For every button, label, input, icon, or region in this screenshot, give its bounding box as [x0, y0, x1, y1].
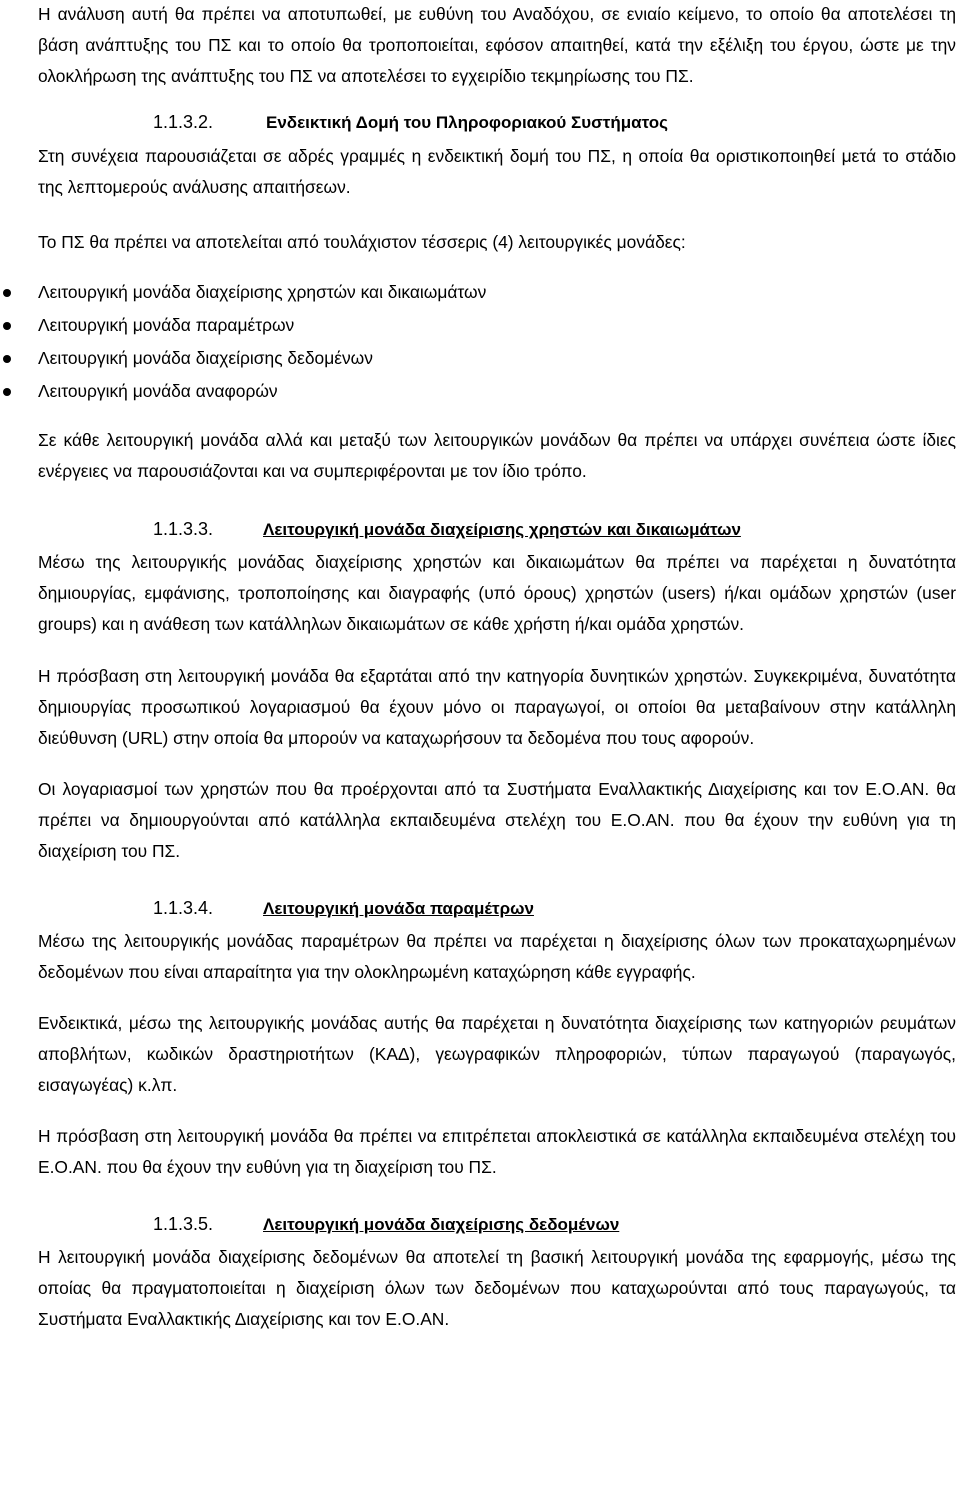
- bullet-icon: [3, 289, 11, 297]
- section-title: Λειτουργική μονάδα παραμέτρων: [263, 899, 534, 918]
- section-heading-1-1-3-4: [0, 893, 960, 924]
- paragraph: Η πρόσβαση στη λειτουργική μονάδα θα πρέπει να επιτρέπεται αποκλειστικά σε κατάλληλα εκπαιδευμένα στελέχη του Ε.Ο.ΑΝ. που θα έχουν την ευθύνη για τη διαχείριση του ΠΣ.: [38, 1126, 956, 1177]
- paragraph: Το ΠΣ θα πρέπει να αποτελείται από τουλάχιστον τέσσερις (4) λειτουργικές μονάδες:: [38, 232, 686, 252]
- paragraph: Μέσω της λειτουργικής μονάδας παραμέτρων θα πρέπει να παρέχεται η διαχείρισης όλων των προκαταχωρημένων δεδομένων που είναι απαραίτητα για την ολοκληρωμένη καταχώρηση κάθε εγγραφής.: [38, 931, 956, 982]
- intro-paragraph: Η ανάλυση αυτή θα πρέπει να αποτυπωθεί, με ευθύνη του Αναδόχου, σε ενιαίο κείμενο, το οποίο θα αποτελέσει τη βάση ανάπτυξης του ΠΣ και το οποίο θα τροποποιείται, εφόσον απαιτηθεί, κατά την εξέλιξη του έργου, ώστε με την ολοκλήρωση της ανάπτυξης του ΠΣ να αποτελέσει το εγχειρίδιο τεκμηρίωσης του ΠΣ.: [38, 4, 956, 86]
- paragraph: Η λειτουργική μονάδα διαχείρισης δεδομένων θα αποτελεί τη βασική λειτουργική μονάδα της εφαρμογής, μέσω της οποίας θα πραγματοποιείται η διαχείριση όλων των δεδομένων που καταχωρούνται από τους παραγωγούς, τα Συστήματα Εναλλακτικής Διαχείρισης και τον Ε.Ο.ΑΝ.: [38, 1247, 956, 1329]
- section-number: 1.1.3.3.: [153, 519, 214, 539]
- bullet-icon: [3, 322, 11, 330]
- list-item: Λειτουργική μονάδα διαχείρισης χρηστών και δικαιωμάτων: [0, 276, 960, 309]
- paragraph: Σε κάθε λειτουργική μονάδα αλλά και μεταξύ των λειτουργικών μονάδων θα πρέπει να υπάρχει συνέπεια ώστε ίδιες ενέργειες να παρουσιάζονται και να συμπεριφέρονται με τον ίδιο τρόπο.: [38, 430, 956, 481]
- bullet-icon: [3, 355, 11, 363]
- section-heading-1-1-3-3: [0, 514, 960, 545]
- list-item: Λειτουργική μονάδα αναφορών: [0, 375, 960, 408]
- section-number: 1.1.3.4.: [153, 898, 214, 918]
- section-heading-1-1-3-5: [0, 1209, 960, 1240]
- section-title: Λειτουργική μονάδα διαχείρισης χρηστών και δικαιωμάτων: [263, 520, 741, 539]
- section-title: Ενδεικτική Δομή του Πληροφοριακού Συστήματος: [266, 113, 668, 132]
- paragraph: Οι λογαριασμοί των χρηστών που θα προέρχονται από τα Συστήματα Εναλλακτικής Διαχείρισης και τον Ε.Ο.ΑΝ. θα πρέπει να δημιουργούνται από κατάλληλα εκπαιδευμένα στελέχη του Ε.Ο.ΑΝ. που θα έχουν την ευθύνη για τη διαχείριση του ΠΣ.: [38, 779, 956, 861]
- list-item: Λειτουργική μονάδα παραμέτρων: [0, 309, 960, 342]
- paragraph: Η πρόσβαση στη λειτουργική μονάδα θα εξαρτάται από την κατηγορία δυνητικών χρηστών. Συγκεκριμένα, δυνατότητα δημιουργίας προσωπικού λογαριασμού θα έχουν μόνο οι παραγωγοί, οι οποίοι θα μεταβαίνουν στην κατάλληλη διεύθυνση (URL) στην οποία θα μπορούν να καταχωρήσουν τα δεδομένα που τους αφορούν.: [38, 666, 956, 748]
- list-item: Λειτουργική μονάδα διαχείρισης δεδομένων: [0, 342, 960, 375]
- section-heading-1-1-3-2: [0, 107, 960, 138]
- module-list: [0, 276, 960, 408]
- paragraph: Στη συνέχεια παρουσιάζεται σε αδρές γραμμές η ενδεικτική δομή του ΠΣ, η οποία θα οριστικοποιηθεί μετά το στάδιο της λεπτομερούς ανάλυσης απαιτήσεων.: [38, 146, 956, 197]
- paragraph: Ενδεικτικά, μέσω της λειτουργικής μονάδας αυτής θα παρέχεται η δυνατότητα διαχείρισης των κατηγοριών ρευμάτων αποβλήτων, κωδικών δραστηριοτήτων (ΚΑΔ), γεωγραφικών πληροφοριών, τύπων παραγωγού (παραγωγός, εισαγωγέας) κ.λπ.: [38, 1013, 956, 1095]
- bullet-icon: [3, 388, 11, 396]
- section-number: 1.1.3.2.: [153, 112, 214, 132]
- section-title: Λειτουργική μονάδα διαχείρισης δεδομένων: [263, 1215, 620, 1234]
- section-number: 1.1.3.5.: [153, 1214, 214, 1234]
- paragraph: Μέσω της λειτουργικής μονάδας διαχείρισης χρηστών και δικαιωμάτων θα πρέπει να παρέχεται η δυνατότητα δημιουργίας, εμφάνισης, τροποποίησης και διαγραφής (υπό όρους) χρηστών (users) ή/και ομάδων χρηστών (user groups) και η ανάθεση των κατάλληλων δικαιωμάτων σε κάθε χρήστη ή/και ομάδα χρηστών.: [38, 552, 956, 634]
